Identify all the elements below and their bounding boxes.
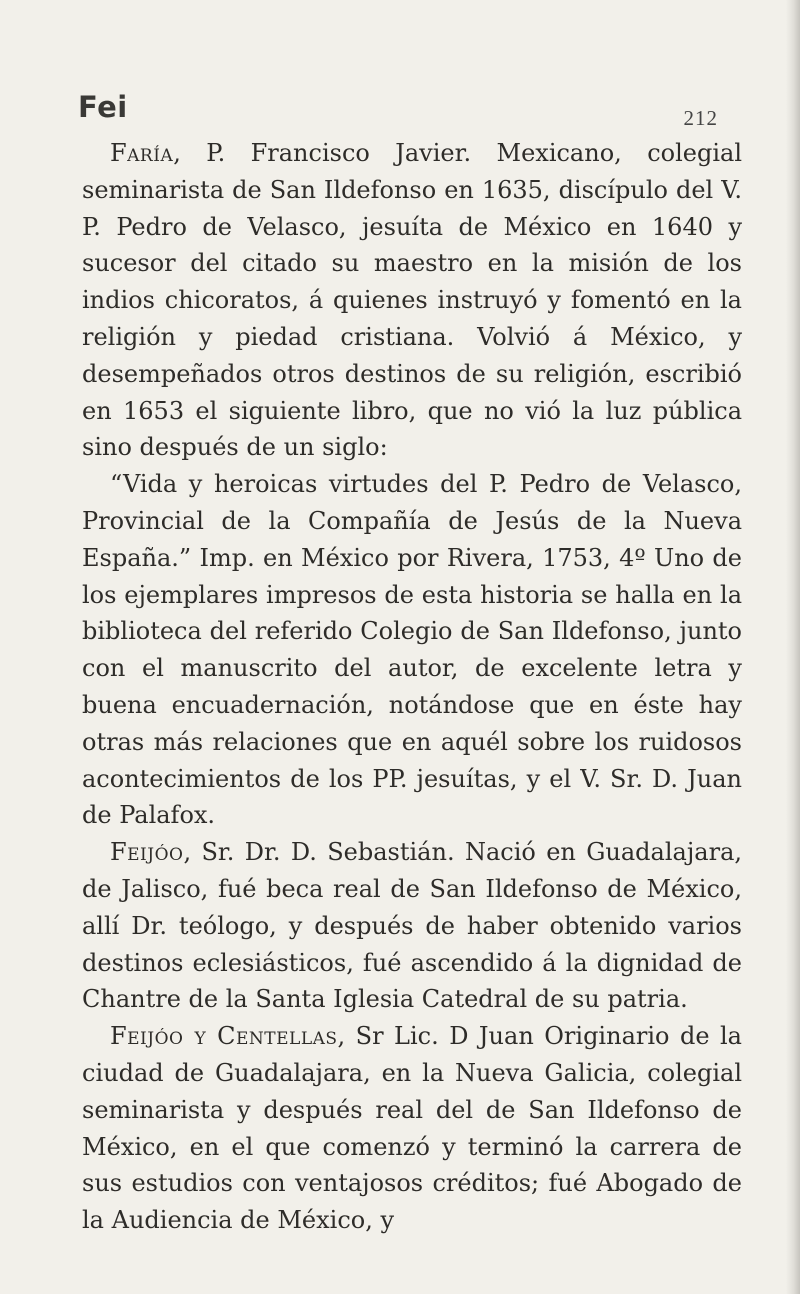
page-edge-shadow (786, 0, 800, 1294)
dictionary-body (82, 135, 742, 1239)
entry-text: , Sr Lic. D Juan Originario de la ciudad de Guadalajara, en la Nueva Galicia, colegial seminarista y después real del de San Ildefonso de México, en el que comenzó y terminó la carrera de sus estudios con ventajosos créditos; fué Abogado de la Audiencia de México, y (82, 1022, 742, 1235)
entry-feijoo-centellas (82, 1018, 742, 1239)
entry-text: , Sr. Dr. D. Sebastián. Nació en Guadalajara, de Jalisco, fué beca real de San Ildefonso de México, allí Dr. teólogo, y después de haber obtenido varios destinos eclesiásticos, fué ascendido á la dignidad de Chantre de la Santa Iglesia Catedral de su patria. (82, 838, 742, 1014)
page-number: 212 (683, 106, 718, 130)
entry-faria-book (82, 466, 742, 834)
entry-text: , P. Francisco Javier. Mexicano, colegial seminarista de San Ildefonso en 1635, discípulo del V. P. Pedro de Velasco, jesuíta de México en 1640 y sucesor del citado su maestro en la misión de los indios chicoratos, á quienes instruyó y fomentó en la religión y piedad cristiana. Volvió á México, y desempeñados otros destinos de su religión, escribió en 1653 el siguiente libro, que no vió la luz pública sino después de un siglo: (82, 139, 742, 462)
entry-headword: Faría (110, 139, 174, 167)
entry-feijoo (82, 834, 742, 1018)
entry-headword: Feijóo (110, 838, 184, 867)
running-head: Fei (78, 90, 128, 124)
entry-text: “Vida y heroicas virtudes del P. Pedro de Velasco, Provincial de la Compañía de Jesús de la Nueva España.” Imp. en México por Rivera, 1753, 4º Uno de los ejemplares impresos de esta historia se halla en la biblioteca del referido Colegio de San Ildefonso, junto con el manuscrito del autor, de excelente letra y buena encuadernación, notándose que en éste hay otras más relaciones que en aquél sobre los ruidosos acontecimientos de los PP. jesuítas, y el V. Sr. D. Juan de Palafox. (82, 470, 742, 830)
page-header (78, 84, 718, 134)
entry-headword: Feijóo y Centellas (110, 1022, 338, 1051)
entry-faria (82, 135, 742, 466)
